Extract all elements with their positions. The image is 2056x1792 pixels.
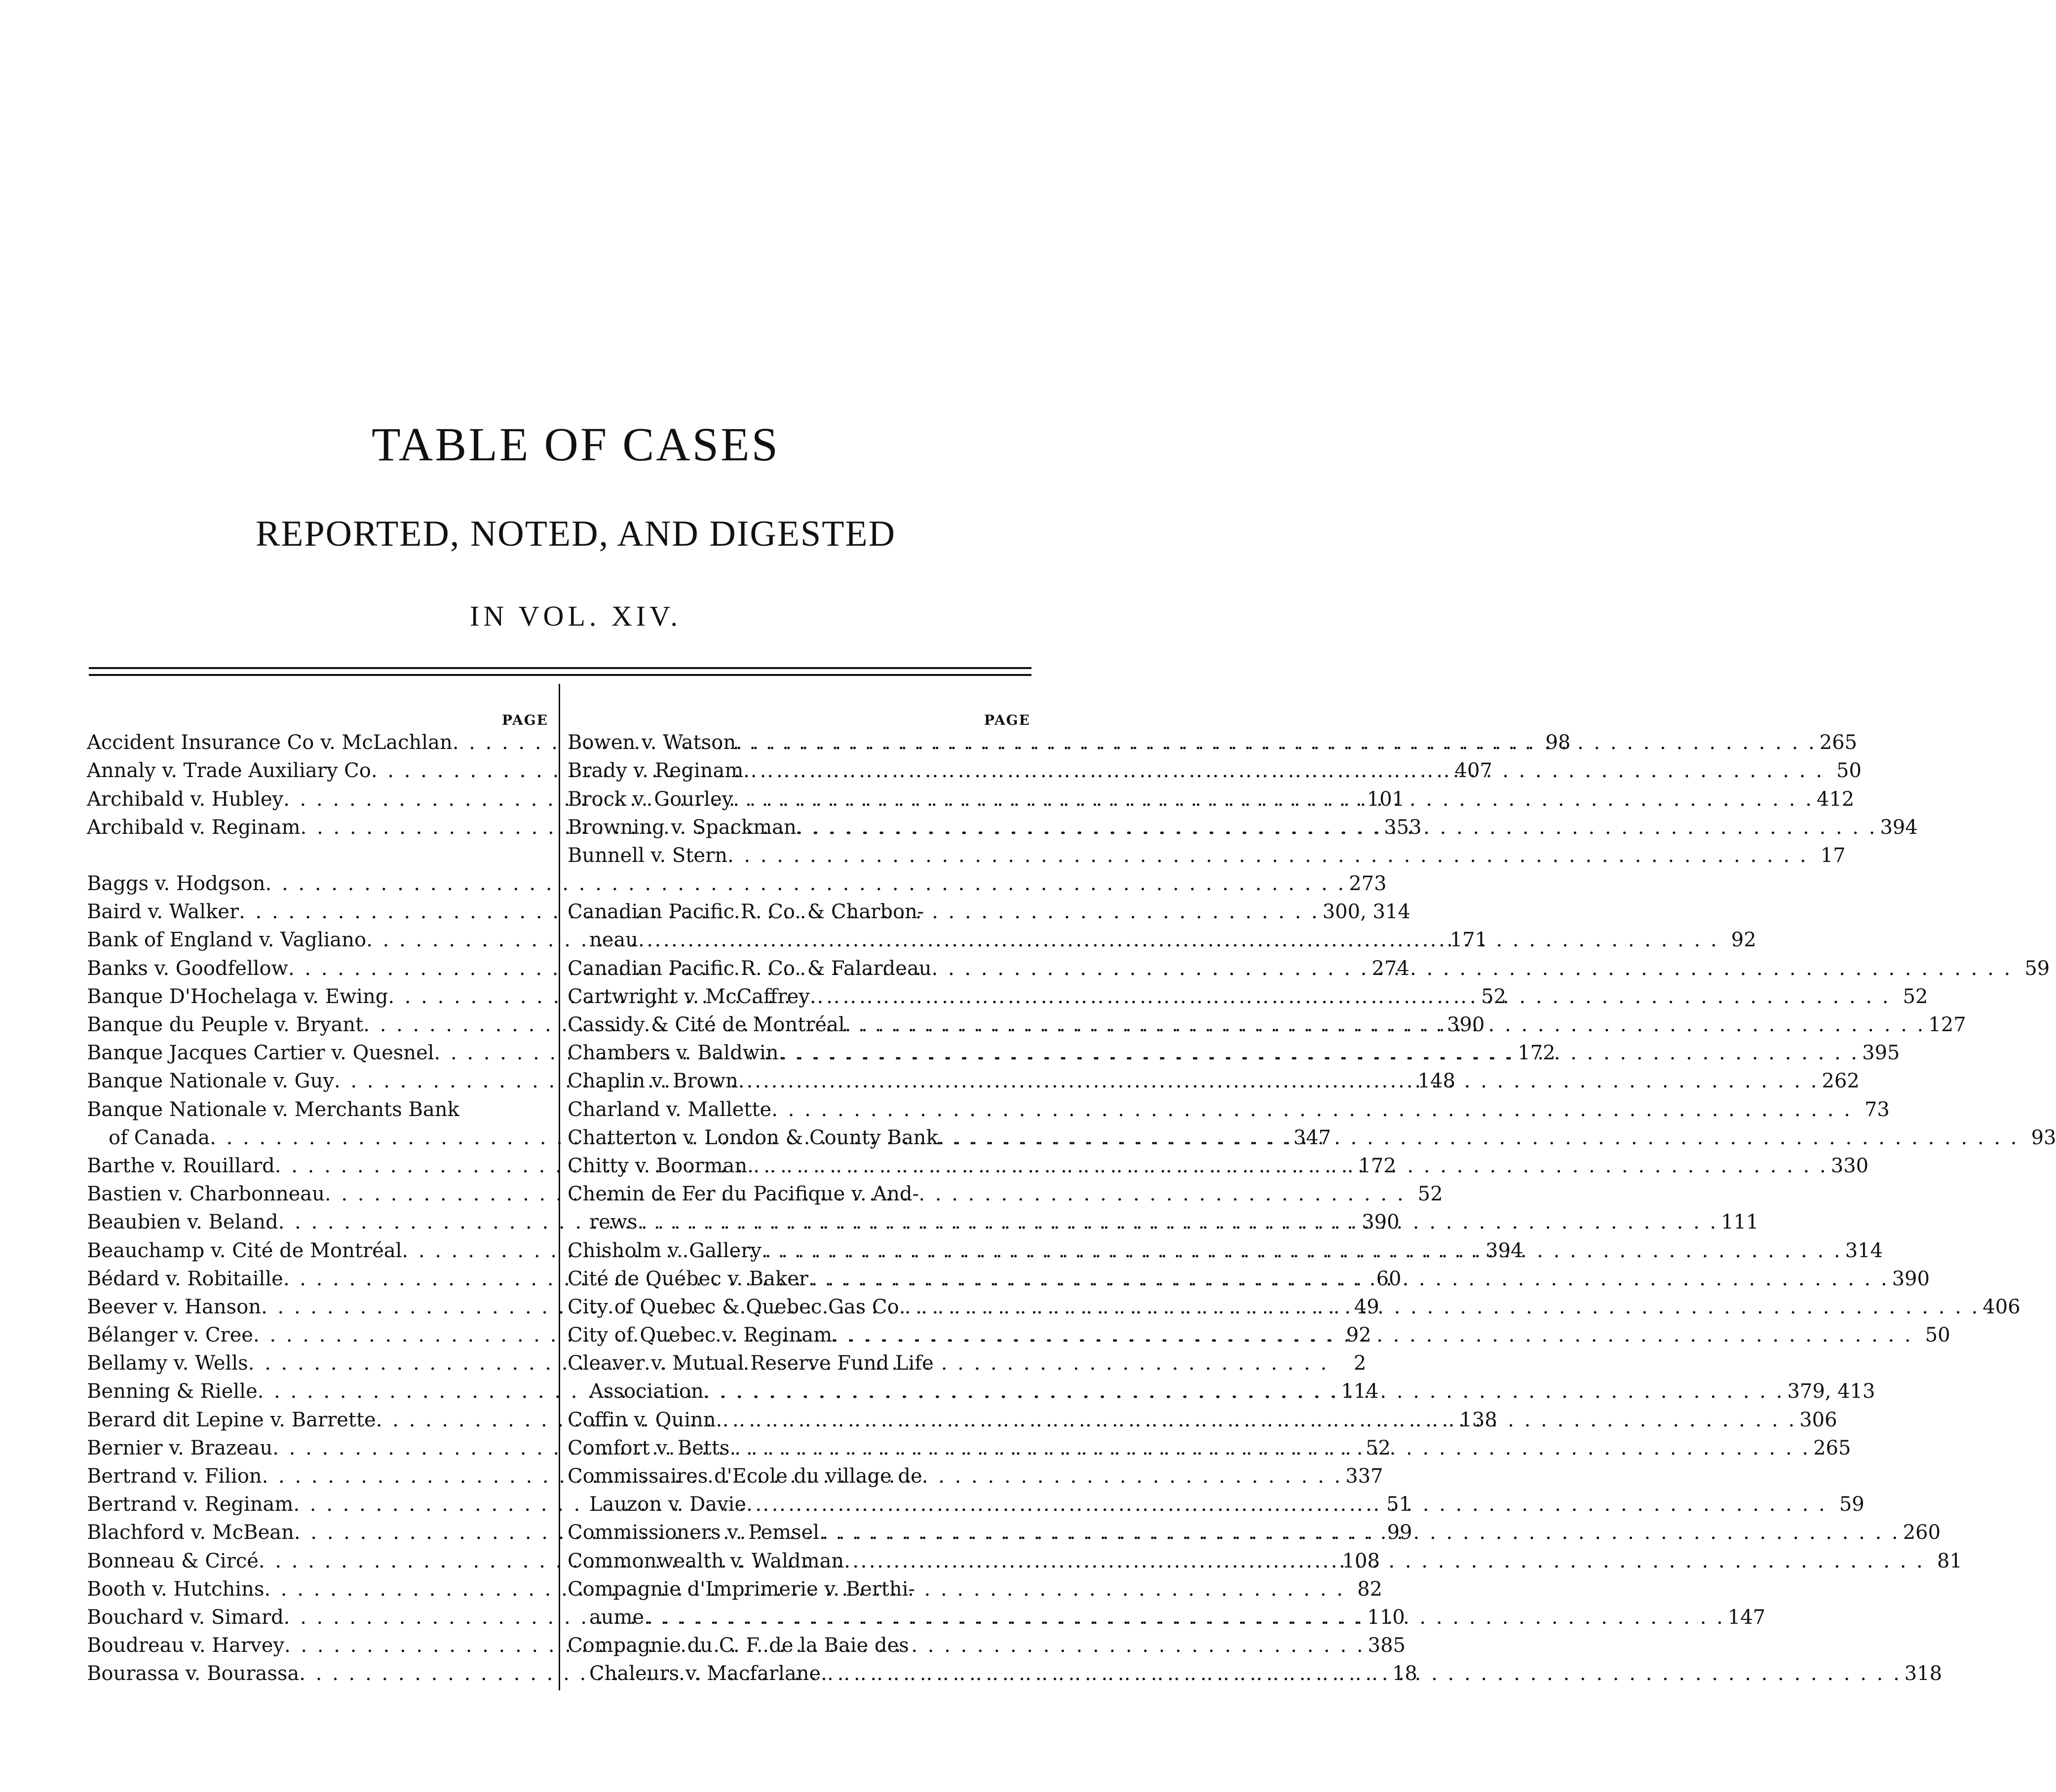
leader-dots <box>832 1321 1913 1349</box>
case-name: Cité de Québec v. Baker <box>568 1267 809 1290</box>
list-spacer <box>568 870 1030 898</box>
case-page-number: 114 <box>1341 1380 1379 1403</box>
case-name: Bastien v. Charbonneau <box>87 1183 325 1206</box>
leader-dots <box>821 1660 1902 1688</box>
case-page-number: 2 <box>1353 1352 1367 1375</box>
case-page-number: 347 <box>1293 1126 1332 1149</box>
case-name: Berard dit Lepine v. Barrette <box>87 1408 376 1431</box>
case-page-number: 171 <box>1449 929 1488 952</box>
leader-dots <box>899 1293 1980 1321</box>
case-name: Coffin v. Quinn <box>568 1408 716 1431</box>
case-page-number: 138 <box>1459 1408 1497 1431</box>
case-name: Benning & Rielle <box>87 1380 258 1403</box>
case-name: Commissaires d'Ecole du village de <box>568 1465 922 1488</box>
case-name: Baggs v. Hodgson <box>87 872 266 896</box>
case-name: Banque Nationale v. Merchants Bank <box>87 1098 459 1121</box>
case-page-number: 390 <box>1892 1267 1930 1290</box>
case-page-number: 147 <box>1727 1605 1766 1629</box>
case-name: Blachford v. McBean <box>87 1521 294 1544</box>
case-name: City of Quebec & Quebec Gas Co <box>568 1295 899 1318</box>
case-name: Association <box>589 1380 704 1403</box>
case-name: Bélanger v. Cree <box>87 1324 253 1347</box>
case-page-number: 148 <box>1417 1070 1455 1093</box>
case-name: Archibald v. Hubley <box>87 787 284 811</box>
leader-dots <box>729 1434 1810 1462</box>
case-name: Banque Nationale v. Guy <box>87 1070 334 1093</box>
case-page-number: 318 <box>1904 1662 1942 1685</box>
case-name: Browning v. Spackman <box>568 816 797 839</box>
leader-dots <box>808 1265 1889 1293</box>
case-page-number: 274 <box>1371 957 1409 980</box>
case-entry <box>568 1462 1030 1491</box>
leader-dots <box>743 757 1824 785</box>
case-name: Canadian Pacific R. Co. & Charbon- <box>568 900 924 924</box>
leader-dots <box>727 842 1808 870</box>
page-title: TABLE OF CASES <box>371 418 780 471</box>
top-rule-second <box>89 674 1031 676</box>
leader-dots <box>746 1491 1827 1519</box>
case-page-number: 127 <box>1928 1013 1966 1037</box>
case-name: Chambers v. Baldwin <box>568 1042 779 1065</box>
case-name: Compagnie d'Imprimerie v. Berthi- <box>568 1577 915 1601</box>
case-entry <box>568 1349 1030 1378</box>
case-page-number: 260 <box>1903 1521 1941 1544</box>
case-page-number: 108 <box>1342 1549 1380 1572</box>
case-page-number: 73 <box>1864 1098 1890 1121</box>
case-page-number: 337 <box>1345 1465 1383 1488</box>
list-spacer <box>87 842 548 870</box>
case-page-number: 50 <box>1925 1324 1950 1347</box>
leader-dots <box>736 729 1817 757</box>
case-entry <box>568 1096 1890 1124</box>
case-page-number: 330 <box>1830 1154 1869 1177</box>
case-name: Chatterton v. London & County Bank <box>568 1126 938 1149</box>
leader-dots <box>738 1067 1819 1095</box>
case-name: Cleaver v. Mutual Reserve Fund Life <box>568 1352 934 1375</box>
case-name: Chaplin v. Brown <box>568 1070 738 1093</box>
case-name: of Canada <box>109 1126 210 1149</box>
case-page-number: 265 <box>1819 731 1858 754</box>
case-name: Canadian Pacific R. Co. & Falardeau <box>568 957 932 980</box>
case-name: Commonwealth v. Waldman <box>568 1549 844 1572</box>
case-page-number: 92 <box>1346 1324 1371 1347</box>
case-page-number: 59 <box>1839 1493 1865 1516</box>
case-name: Archibald v. Reginam <box>87 816 301 839</box>
case-entry <box>568 1180 1030 1208</box>
case-page-number: 172 <box>1358 1154 1396 1177</box>
case-entry <box>568 1660 1942 1688</box>
case-name: Commissioners v. Pemsel <box>568 1521 820 1544</box>
leader-dots <box>779 1039 1860 1067</box>
case-page-number: 406 <box>1982 1295 2020 1318</box>
leader-dots <box>932 955 2013 983</box>
leader-dots <box>761 1237 1842 1265</box>
case-name: Beauchamp v. Cité de Montréal <box>87 1239 402 1262</box>
case-page-number: 390 <box>1447 1013 1485 1037</box>
case-page-number: 52 <box>1903 985 1928 1008</box>
case-name: Bernier v. Brazeau <box>87 1436 273 1459</box>
case-page-number: 110 <box>1367 1605 1405 1629</box>
leader-dots <box>638 926 1719 954</box>
case-name: Banque D'Hochelaga v. Ewing <box>87 985 388 1008</box>
case-name: Chaleurs v. Macfarlane <box>589 1662 821 1685</box>
case-entry <box>568 1632 1030 1660</box>
case-name: Bertrand v. Reginam <box>87 1493 294 1516</box>
case-name: Barthe v. Rouillard <box>87 1154 275 1177</box>
case-page-number: 18 <box>1392 1662 1417 1685</box>
case-page-number: 52 <box>1417 1183 1443 1206</box>
leader-dots <box>644 1604 1725 1632</box>
case-name: Bouchard v. Simard <box>87 1605 284 1629</box>
case-name: Bourassa v. Bourassa <box>87 1662 300 1685</box>
case-name: Banque Jacques Cartier v. Quesnel <box>87 1042 434 1065</box>
case-name: aume <box>589 1605 645 1629</box>
case-name: Cartwright v. McCaffrey <box>568 985 810 1008</box>
case-page-number: 51 <box>1386 1493 1411 1516</box>
case-name: Baird v. Walker <box>87 900 239 924</box>
case-name: Chisholm v. Gallery <box>568 1239 762 1262</box>
case-page-number: 379, 413 <box>1787 1380 1875 1403</box>
case-page-number: 262 <box>1822 1070 1860 1093</box>
case-page-number: 50 <box>1836 759 1862 783</box>
case-page-number: 17 <box>1820 844 1846 867</box>
leader-dots <box>771 1096 1852 1124</box>
case-page-number: 385 <box>1368 1634 1406 1657</box>
leader-dots <box>797 814 1877 842</box>
case-name: City of Quebec v. Reginam <box>568 1324 833 1347</box>
case-name: rews <box>589 1211 638 1234</box>
case-name: Banks v. Goodfellow <box>87 957 288 980</box>
case-page-number: 99 <box>1387 1521 1412 1544</box>
case-page-number: 52 <box>1481 985 1506 1008</box>
leader-dots <box>704 1378 1785 1406</box>
case-page-number: 394 <box>1485 1239 1523 1262</box>
case-name: Bédard v. Robitaille <box>87 1267 283 1290</box>
leader-dots <box>819 1519 1900 1547</box>
case-name: Brock v. Gourley <box>568 787 733 811</box>
leader-dots <box>716 1406 1797 1434</box>
case-name: Boudreau v. Harvey <box>87 1634 284 1657</box>
case-page-number: 306 <box>1799 1408 1837 1431</box>
case-page-number: 101 <box>1367 787 1405 811</box>
case-page-number: 59 <box>2024 957 2050 980</box>
case-entry <box>568 1575 1030 1604</box>
case-page-number: 172 <box>1518 1042 1556 1065</box>
case-page-number: 52 <box>1366 1436 1391 1459</box>
case-entry <box>87 870 1387 898</box>
case-name: Bank of England v. Vagliano <box>87 929 367 952</box>
case-name: Annaly v. Trade Auxiliary Co <box>87 759 371 783</box>
case-page-number: 314 <box>1845 1239 1883 1262</box>
leader-dots <box>733 785 1814 814</box>
leader-dots <box>845 1011 1926 1039</box>
case-page-number: 81 <box>1937 1549 1962 1572</box>
case-name: Comfort v. Betts <box>568 1436 730 1459</box>
case-page-number: 407 <box>1454 759 1492 783</box>
leader-dots <box>938 1124 2019 1152</box>
leader-dots <box>810 983 1891 1011</box>
case-name: Brady v. Reginam <box>568 759 744 783</box>
page-subtitle: REPORTED, NOTED, AND DIGESTED <box>255 514 896 554</box>
case-entry <box>568 983 1928 1011</box>
case-page-number: 111 <box>1721 1211 1759 1234</box>
top-rule <box>89 667 1031 669</box>
leader-dots <box>844 1547 1925 1575</box>
case-name: Accident Insurance Co v. McLachlan <box>87 731 453 754</box>
case-page-number: 265 <box>1813 1436 1851 1459</box>
case-page-number: 93 <box>2031 1126 2056 1149</box>
case-page-number: 300, 314 <box>1322 900 1410 924</box>
case-name: Compagnie du C. F. de la Baie des <box>568 1634 909 1657</box>
leader-dots <box>747 1152 1828 1180</box>
case-name: Bellamy v. Wells <box>87 1352 248 1375</box>
case-entry <box>568 842 1846 870</box>
case-page-number: 273 <box>1349 872 1387 896</box>
volume-label: IN VOL. XIV. <box>470 600 682 632</box>
case-page-number: 395 <box>1862 1042 1900 1065</box>
case-page-number: 60 <box>1376 1267 1402 1290</box>
case-name: Bowen v. Watson <box>568 731 736 754</box>
case-name: Bunnell v. Stern <box>568 844 727 867</box>
case-page-number: 49 <box>1354 1295 1379 1318</box>
case-entry <box>568 898 1030 926</box>
case-page-number: 353 <box>1384 816 1422 839</box>
case-page-number: 82 <box>1357 1577 1383 1601</box>
page-column-header: PAGE <box>984 712 1030 728</box>
case-page-number: 92 <box>1731 929 1756 952</box>
page-column-header: PAGE <box>502 712 548 728</box>
case-page-number: 394 <box>1880 816 1918 839</box>
case-name: Cassidy & Cité de Montréal <box>568 1013 845 1037</box>
case-name: Beever v. Hanson <box>87 1295 261 1318</box>
case-name: Lauzon v. Davie <box>589 1493 747 1516</box>
case-name: Booth v. Hutchins <box>87 1577 265 1601</box>
case-name: Banque du Peuple v. Bryant <box>87 1013 364 1037</box>
leader-dots <box>638 1208 1718 1236</box>
case-page-number: 390 <box>1362 1211 1400 1234</box>
case-name: Beaubien v. Beland <box>87 1211 278 1234</box>
case-page-number: 412 <box>1816 787 1855 811</box>
case-name: neau <box>589 929 639 952</box>
case-name: Charland v. Mallette <box>568 1098 772 1121</box>
case-name: Chitty v. Boorman <box>568 1154 748 1177</box>
case-entry <box>87 1096 548 1124</box>
case-name: Bertrand v. Filion <box>87 1465 262 1488</box>
case-name: Chemin de Fer du Pacifique v. And- <box>568 1183 919 1206</box>
case-page-number: 98 <box>1545 731 1571 754</box>
case-name: Bonneau & Circé <box>87 1549 259 1572</box>
